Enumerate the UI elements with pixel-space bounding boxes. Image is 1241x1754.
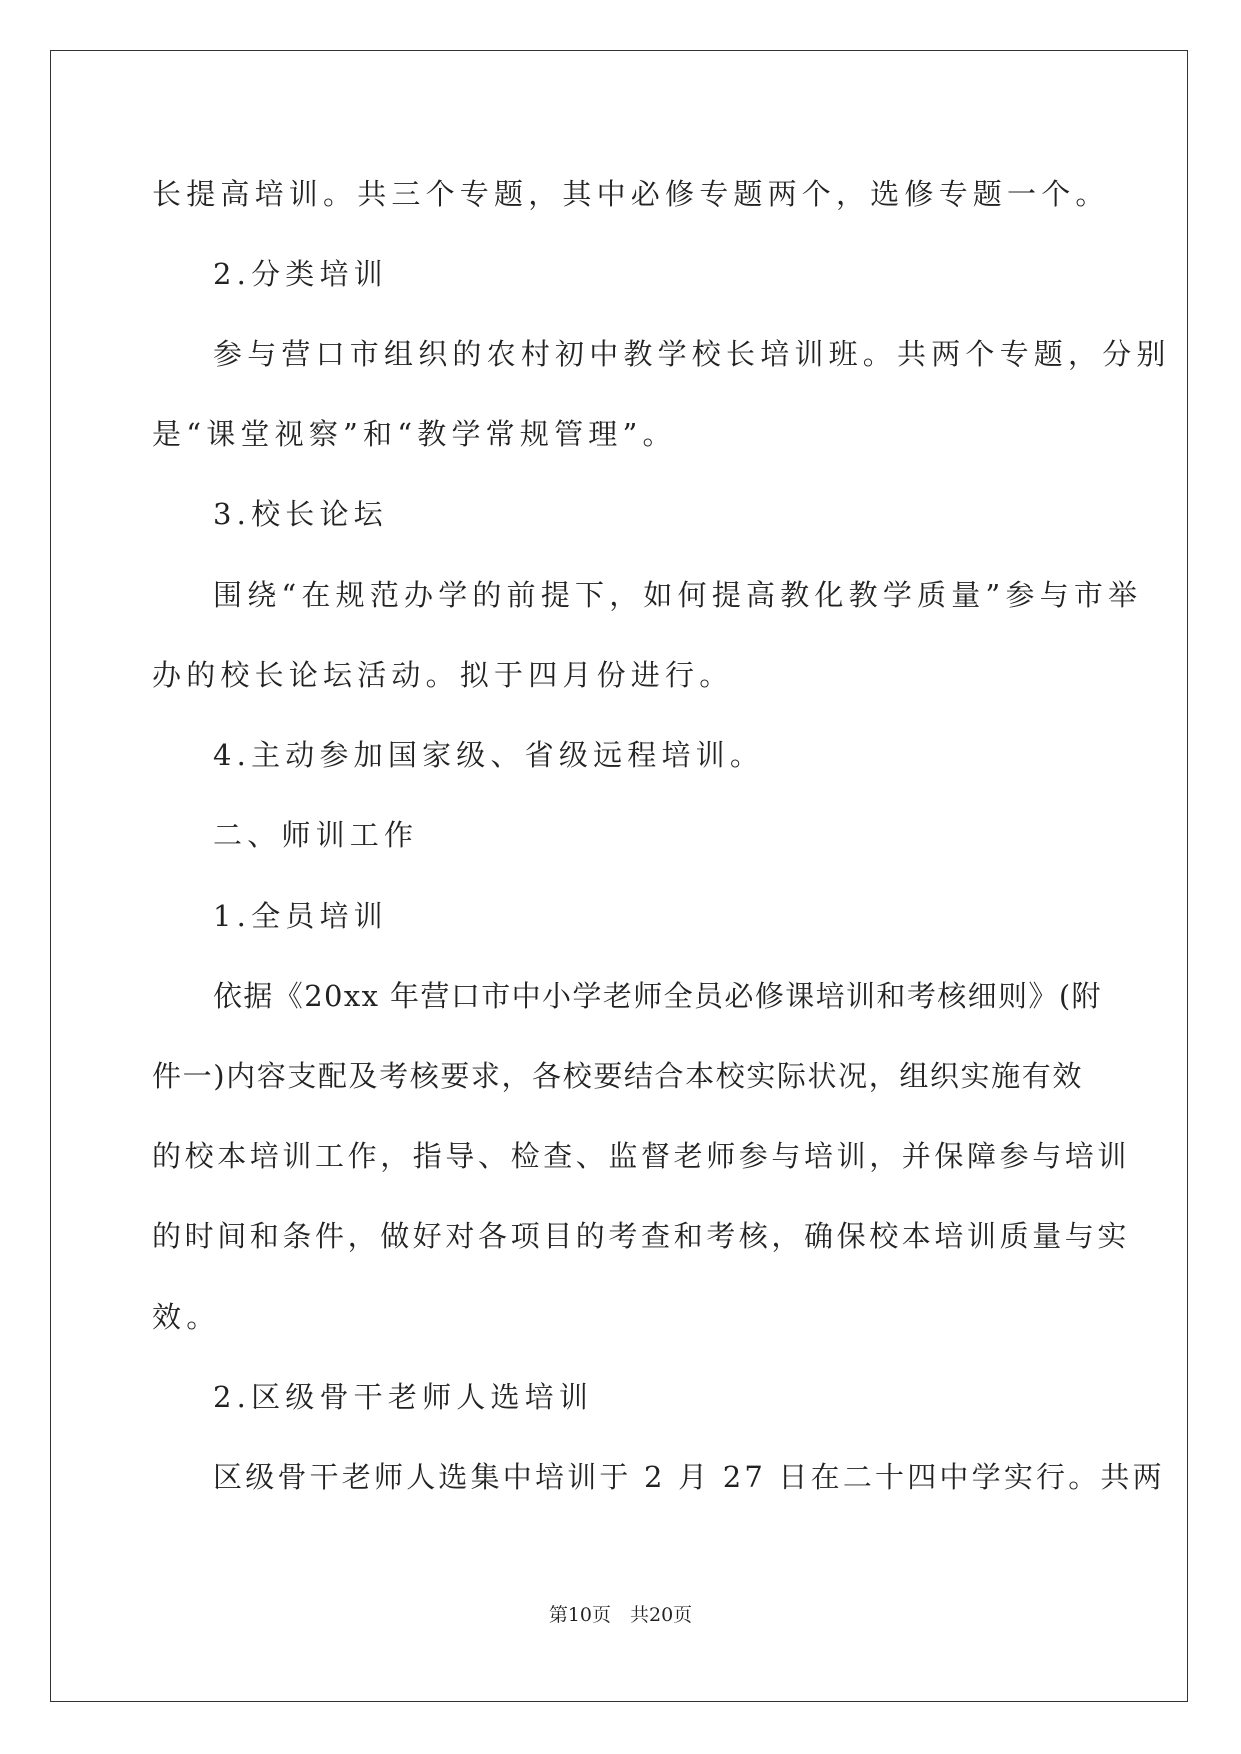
- paragraph-line: 是“课堂视察”和“教学常规管理”。: [152, 417, 677, 451]
- paragraph-line: 办的校长论坛活动。拟于四月份进行。: [152, 658, 734, 692]
- paragraph-line: 的校本培训工作，指导、检查、监督老师参与培训，并保障参与培训: [152, 1139, 1131, 1173]
- page-footer: 第10页 共20页: [548, 1604, 693, 1626]
- paragraph-line: 依据《20xx 年营口市中小学老师全员必修课培训和考核细则》(附: [213, 979, 1102, 1013]
- paragraph-line: 的时间和条件，做好对各项目的考查和考核，确保校本培训质量与实: [152, 1219, 1131, 1253]
- section-heading: 二、师训工作: [213, 818, 419, 852]
- section-heading: 3.校长论坛: [213, 497, 388, 531]
- paragraph-line: 长提高培训。共三个专题，其中必修专题两个，选修专题一个。: [152, 177, 1110, 211]
- section-heading: 2.区级骨干老师人选培训: [213, 1380, 594, 1414]
- section-heading: 2.分类培训: [213, 257, 388, 291]
- page-border: [50, 50, 1188, 1702]
- paragraph-line: 围绕“在规范办学的前提下，如何提高教化教学质量”参与市举: [213, 578, 1143, 612]
- paragraph-line: 区级骨干老师人选集中培训于 2 月 27 日在二十四中学实行。共两: [213, 1460, 1165, 1494]
- paragraph-line: 效。: [152, 1300, 221, 1334]
- paragraph-line: 4.主动参加国家级、省级远程培训。: [213, 738, 765, 772]
- section-heading: 1.全员培训: [213, 899, 388, 933]
- paragraph-line: 件一)内容支配及考核要求，各校要结合本校实际状况，组织实施有效: [152, 1059, 1083, 1093]
- paragraph-line: 参与营口市组织的农村初中教学校长培训班。共两个专题，分别: [213, 337, 1171, 371]
